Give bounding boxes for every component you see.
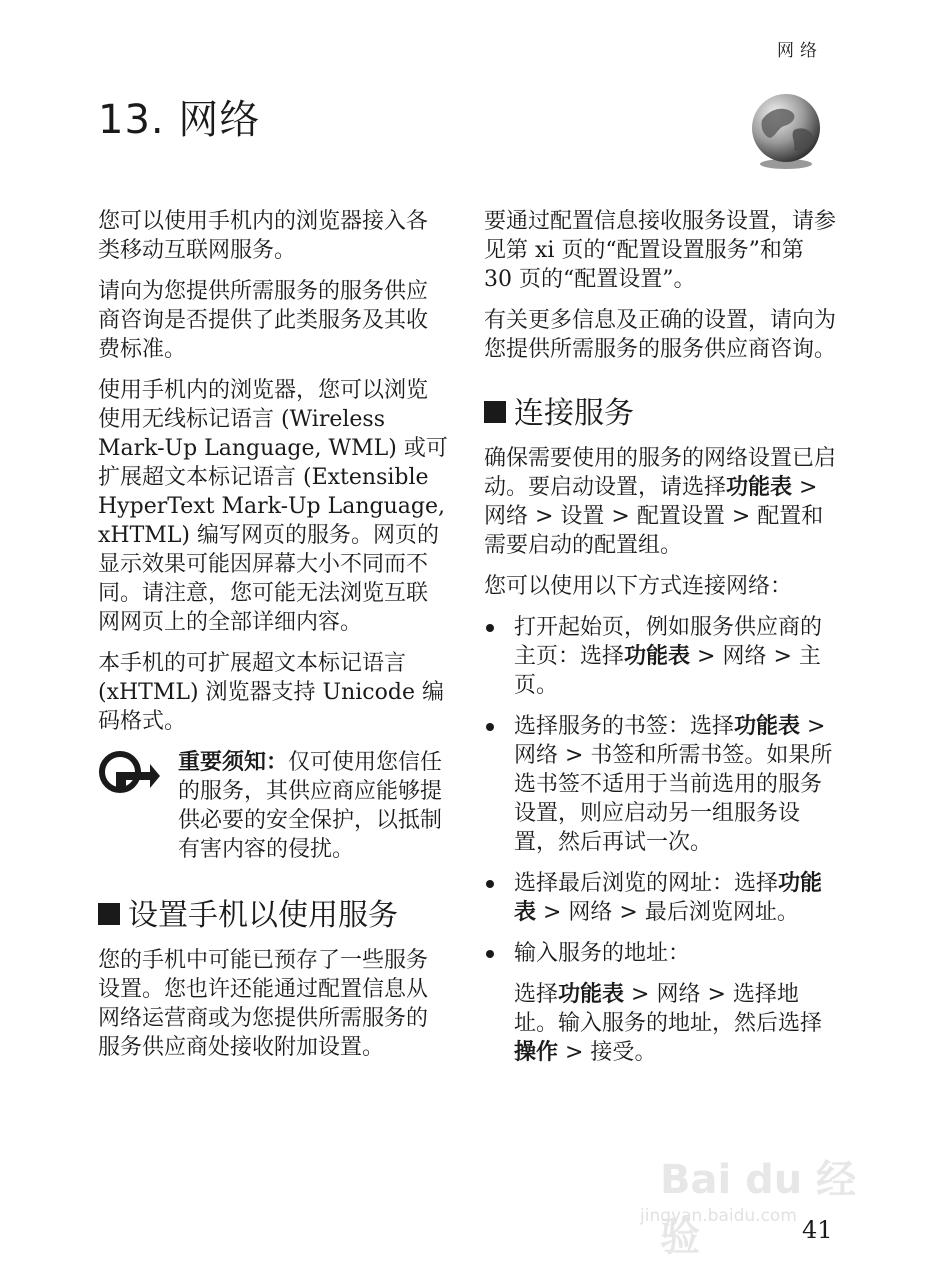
browser-paragraph: 使用手机内的浏览器，您可以浏览使用无线标记语言 (Wireless Mark-Up Language, WML) 或可扩展超文本标记语言 (Extensible HyperText Mark-Up Language, xHTML) 编写网页的服务。网页的显示效果可能因屏幕大小不同而不同。请注意，您可能无法浏览互联网网页上的全部详细内容。	[98, 378, 448, 635]
connect-paragraph	[484, 444, 836, 560]
connect-text-end: 和需要启动的配置组。	[484, 504, 824, 558]
menu-label: 功能表	[726, 475, 793, 500]
menu-label: 功能表	[558, 982, 625, 1007]
list-item-end: 和所需书签。如果所选书签不适用于当前选用的服务设置，则应启动另一组服务设置，然后再试一次。	[514, 743, 833, 855]
menu-label: 功能表	[624, 644, 691, 669]
menu-path: > 网络 > 选择地址	[514, 982, 799, 1036]
menu-path: > 网络 > 书签	[514, 714, 826, 768]
section-square-icon	[98, 903, 120, 925]
list-item-text: 选择最后浏览的网址：选择	[514, 871, 779, 896]
list-item	[484, 869, 836, 927]
connect-text-start: 确保需要使用的服务的网络设置已启动。要启动设置，请选择	[484, 446, 837, 500]
list-item	[484, 712, 836, 857]
globe-icon	[748, 90, 824, 170]
section-heading-connect	[484, 394, 836, 434]
intro-paragraph: 您可以使用手机内的浏览器接入各类移动互联网服务。	[98, 209, 429, 263]
list-item-text: 选择服务的书签：选择	[514, 714, 735, 739]
more-info-paragraph: 有关更多信息及正确的设置，请向为您提供所需服务的服务供应商咨询。	[484, 308, 837, 362]
important-notice	[98, 748, 448, 864]
sub-text-mid: 。输入服务的地址，然后选择	[536, 1011, 823, 1036]
menu-path: > 网络 > 设置 > 配置设置 > 配置	[484, 475, 818, 529]
address-instructions	[484, 980, 836, 1067]
options-label: 操作	[514, 1040, 559, 1065]
important-notice-icon	[98, 750, 160, 794]
menu-path: > 网络 > 最后浏览网址	[536, 900, 777, 925]
connection-methods-list	[484, 613, 836, 968]
unicode-paragraph: 本手机的可扩展超文本标记语言 (xHTML) 浏览器支持 Unicode 编码格式。	[98, 651, 444, 734]
watermark-url: jingyan.baidu.com	[640, 1206, 797, 1226]
section-heading-setup-text: 设置手机以使用服务	[128, 898, 398, 933]
list-item-text: 打开起始页，例如服务供应商的主页：选择	[514, 615, 823, 669]
watermark	[640, 1142, 880, 1260]
sub-text-end: 。	[634, 1040, 657, 1065]
section-heading-connect-text: 连接服务	[514, 396, 634, 431]
options-path: > 接受	[558, 1040, 635, 1065]
notice-label: 重要须知：	[178, 750, 289, 775]
menu-path: > 网络 > 主页	[514, 644, 821, 698]
list-item-text: 输入服务的地址：	[514, 941, 691, 966]
list-item-end: 。	[776, 900, 799, 925]
methods-paragraph: 您可以使用以下方式连接网络：	[484, 574, 793, 599]
chapter-title: 13. 网络	[98, 97, 261, 143]
section-heading-setup	[98, 896, 448, 936]
notice-text: 仅可使用您信任的服务，其供应商应能够提供必要的安全保护，以抵制有害内容的侵扰。	[178, 750, 443, 862]
list-item-end: 。	[536, 673, 559, 698]
menu-label: 功能表	[734, 714, 801, 739]
watermark-logo: Bai du 经验	[660, 1157, 857, 1260]
list-item	[484, 939, 836, 968]
list-item	[484, 613, 836, 700]
config-paragraph: 要通过配置信息接收服务设置，请参见第 xi 页的“配置设置服务”和第 30 页的“配置设置”。	[484, 209, 837, 292]
left-column	[98, 207, 448, 1074]
sub-text: 选择	[514, 982, 559, 1007]
right-column	[484, 207, 836, 1079]
running-header: 网络	[777, 41, 823, 61]
menu-label: 功能表	[514, 871, 823, 925]
provider-paragraph: 请向为您提供所需服务的服务供应商咨询是否提供了此类服务及其收费标准。	[98, 279, 429, 362]
setup-paragraph: 您的手机中可能已预存了一些服务设置。您也许还能通过配置信息从网络运营商或为您提供所需服务的服务供应商处接收附加设置。	[98, 948, 429, 1060]
section-square-icon	[484, 401, 506, 423]
page-number: 41	[802, 1216, 833, 1244]
